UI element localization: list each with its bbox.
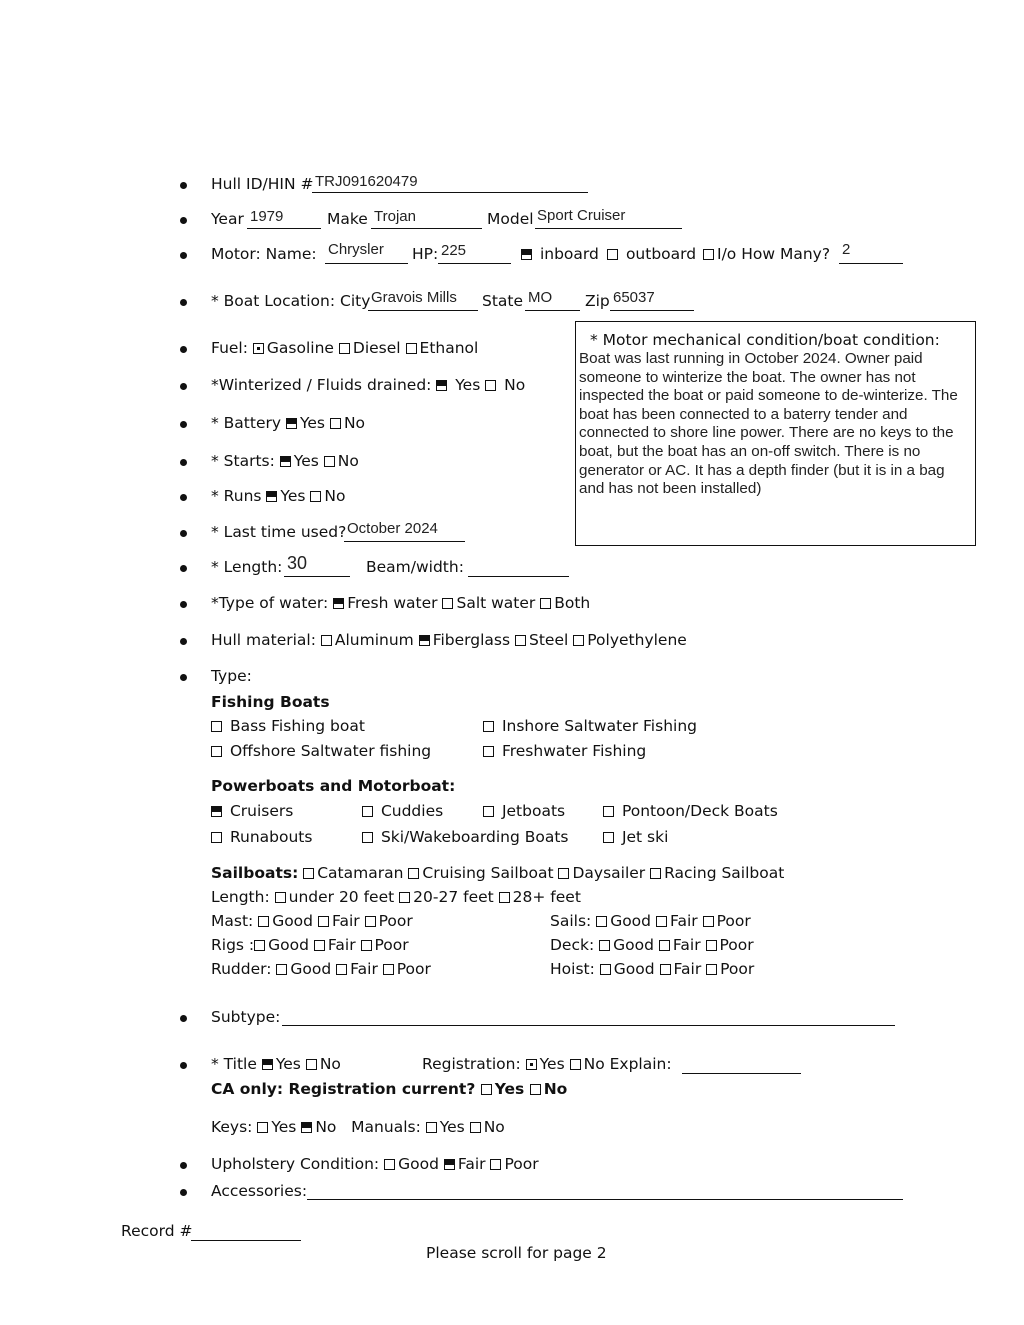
fiberglass-checkbox[interactable] — [419, 635, 430, 646]
battery-yes-label: Yes — [299, 414, 326, 432]
keys-yes-label: Yes — [271, 1118, 297, 1136]
registration-yes-checkbox[interactable] — [526, 1059, 537, 1070]
hoist-good-label: Good — [613, 960, 655, 978]
deck-fair-checkbox[interactable] — [659, 940, 670, 951]
hull-material-label: Hull material: — [211, 631, 316, 649]
hp-line — [438, 263, 511, 264]
rudder-row — [211, 960, 431, 978]
bullet — [180, 459, 187, 466]
sailboats-row — [211, 864, 784, 882]
bullet — [180, 674, 187, 681]
len-28plus-label: 28+ feet — [512, 888, 581, 906]
rudder-poor-label: Poor — [396, 960, 431, 978]
title-label: * Title — [211, 1055, 257, 1073]
explain-line[interactable] — [682, 1073, 801, 1074]
bullet — [180, 1015, 187, 1022]
aluminum-label: Aluminum — [334, 631, 414, 649]
deck-poor-checkbox[interactable] — [706, 940, 717, 951]
len-under20-checkbox[interactable] — [275, 892, 286, 903]
runs-no-label: No — [324, 487, 346, 505]
bullet — [180, 346, 187, 353]
diesel-label: Diesel — [352, 339, 401, 357]
racing-label: Racing Sailboat — [664, 864, 785, 882]
runabouts-checkbox[interactable] — [211, 832, 222, 843]
upholstery-good-label: Good — [398, 1155, 439, 1173]
bullet — [180, 530, 187, 537]
bullet — [180, 1189, 187, 1196]
pontoon-option[interactable] — [603, 802, 778, 820]
fresh-water-checkbox[interactable] — [333, 598, 344, 609]
ca-label: CA only: Registration current? — [211, 1080, 476, 1098]
manuals-yes-label: Yes — [439, 1118, 465, 1136]
runs-label: * Runs — [211, 487, 262, 505]
rigs-poor-checkbox[interactable] — [361, 940, 372, 951]
starts-row — [211, 452, 359, 470]
cruisers-checkbox[interactable] — [211, 806, 222, 817]
cuddies-option[interactable] — [362, 802, 443, 820]
record-label: Record # — [121, 1222, 193, 1240]
hoist-fair-label: Fair — [673, 960, 702, 978]
title-yes-label: Yes — [275, 1055, 301, 1073]
aluminum-checkbox[interactable] — [321, 635, 332, 646]
offshore-checkbox[interactable] — [211, 746, 222, 757]
keys-no-label: No — [315, 1118, 337, 1136]
inboard-checkbox[interactable] — [521, 249, 532, 260]
hull-id-label: Hull ID/HIN # — [211, 175, 314, 193]
winterized-row — [211, 376, 525, 394]
mast-good-label: Good — [272, 912, 314, 930]
registration-label: Registration: — [422, 1055, 521, 1073]
last-used-value[interactable]: October 2024 — [347, 520, 438, 537]
model-line — [535, 228, 682, 229]
bullet — [180, 601, 187, 608]
winterized-yes-checkbox[interactable] — [436, 380, 447, 391]
inshore-option[interactable] — [483, 717, 697, 735]
winterized-yes-label: Yes — [455, 376, 481, 394]
subtype-label: Subtype: — [211, 1008, 281, 1026]
bullet — [180, 565, 187, 572]
salt-water-checkbox[interactable] — [442, 598, 453, 609]
zip-line — [610, 310, 694, 311]
daysailer-checkbox[interactable] — [558, 868, 569, 879]
inshore-checkbox[interactable] — [483, 721, 494, 732]
bullet — [180, 1162, 187, 1169]
sails-fair-checkbox[interactable] — [656, 916, 667, 927]
starts-label: * Starts: — [211, 452, 275, 470]
title-no-label: No — [319, 1055, 341, 1073]
length-label: * Length: — [211, 558, 283, 576]
pontoon-label: Pontoon/Deck Boats — [621, 802, 778, 820]
battery-row — [211, 414, 365, 432]
runabouts-option[interactable] — [211, 828, 312, 846]
len-20-27-checkbox[interactable] — [399, 892, 410, 903]
both-water-checkbox[interactable] — [540, 598, 551, 609]
upholstery-fair-checkbox[interactable] — [444, 1159, 455, 1170]
bass-checkbox[interactable] — [211, 721, 222, 732]
battery-no-label: No — [343, 414, 366, 432]
cruisers-label: Cruisers — [229, 802, 294, 820]
keys-yes-checkbox[interactable] — [257, 1122, 268, 1133]
ca-yes-checkbox[interactable] — [481, 1084, 492, 1095]
hull-id-value[interactable]: TRJ091620479 — [315, 173, 418, 190]
steel-checkbox[interactable] — [515, 635, 526, 646]
jetboats-option[interactable] — [483, 802, 565, 820]
diesel-checkbox[interactable] — [339, 343, 350, 354]
sails-fair-label: Fair — [669, 912, 698, 930]
rigs-good-label: Good — [268, 936, 309, 954]
mast-poor-label: Poor — [378, 912, 413, 930]
year-label: Year — [211, 210, 244, 228]
state-label: State — [482, 292, 524, 310]
cruising-label: Cruising Sailboat — [422, 864, 554, 882]
registration-no-explain-label: No Explain: — [583, 1055, 672, 1073]
fishing-heading: Fishing Boats — [211, 693, 330, 711]
io-label: I/o How Many? — [717, 245, 831, 263]
how-many-value[interactable]: 2 — [842, 241, 851, 258]
hoist-fair-checkbox[interactable] — [660, 964, 671, 975]
rudder-fair-label: Fair — [350, 960, 378, 978]
model-label: Model — [487, 210, 534, 228]
rudder-good-label: Good — [290, 960, 332, 978]
bullet — [180, 421, 187, 428]
ethanol-label: Ethanol — [419, 339, 479, 357]
ca-no-label: No — [543, 1080, 568, 1098]
manuals-no-label: No — [483, 1118, 505, 1136]
hp-value[interactable]: 225 — [441, 242, 467, 259]
upholstery-fair-label: Fair — [457, 1155, 486, 1173]
jetboats-checkbox[interactable] — [483, 806, 494, 817]
how-many-line — [839, 263, 903, 264]
bullet — [180, 299, 187, 306]
motor-name-line — [325, 263, 408, 264]
sail-length-row — [211, 888, 581, 906]
water-label: *Type of water: — [211, 594, 329, 612]
rudder-fair-checkbox[interactable] — [336, 964, 347, 975]
freshwater-label: Freshwater Fishing — [501, 742, 647, 760]
location-city-value[interactable]: Gravois Mills — [371, 289, 457, 306]
battery-yes-checkbox[interactable] — [286, 418, 297, 429]
runs-yes-label: Yes — [280, 487, 306, 505]
runs-no-checkbox[interactable] — [310, 491, 321, 502]
salt-water-label: Salt water — [456, 594, 536, 612]
bullet — [180, 638, 187, 645]
sail-heading: Sailboats: — [211, 864, 299, 882]
type-label: Type: — [211, 667, 252, 685]
bullet — [180, 494, 187, 501]
manuals-no-checkbox[interactable] — [470, 1122, 481, 1133]
length-value[interactable]: 30 — [287, 553, 308, 573]
cuddies-checkbox[interactable] — [362, 806, 373, 817]
ski-checkbox[interactable] — [362, 832, 373, 843]
jetski-checkbox[interactable] — [603, 832, 614, 843]
deck-good-label: Good — [613, 936, 654, 954]
sails-good-checkbox[interactable] — [596, 916, 607, 927]
io-option[interactable] — [703, 245, 830, 263]
beam-line — [468, 576, 569, 577]
subtype-line[interactable] — [282, 1025, 895, 1026]
cuddies-label: Cuddies — [380, 802, 444, 820]
rigs-label: Rigs : — [211, 936, 255, 954]
registration-row — [422, 1055, 672, 1073]
ski-label: Ski/Wakeboarding Boats — [380, 828, 569, 846]
upholstery-good-checkbox[interactable] — [384, 1159, 395, 1170]
pontoon-checkbox[interactable] — [603, 806, 614, 817]
zip-value[interactable]: 65037 — [613, 289, 655, 306]
catamaran-checkbox[interactable] — [303, 868, 314, 879]
starts-yes-label: Yes — [293, 452, 319, 470]
starts-no-checkbox[interactable] — [324, 456, 335, 467]
bullet — [180, 1062, 187, 1069]
sails-good-label: Good — [610, 912, 652, 930]
rigs-poor-label: Poor — [374, 936, 409, 954]
upholstery-poor-label: Poor — [504, 1155, 539, 1173]
state-line — [525, 310, 580, 311]
bullet — [180, 252, 187, 259]
jetski-label: Jet ski — [621, 828, 669, 846]
outboard-label: outboard — [625, 245, 697, 263]
freshwater-checkbox[interactable] — [483, 746, 494, 757]
length-line — [284, 576, 350, 577]
footer-note: Please scroll for page 2 — [426, 1244, 607, 1262]
ca-row — [211, 1080, 567, 1098]
len-under20-label: under 20 feet — [288, 888, 395, 906]
len-28plus-checkbox[interactable] — [499, 892, 510, 903]
cruising-checkbox[interactable] — [408, 868, 419, 879]
ethanol-checkbox[interactable] — [406, 343, 417, 354]
rudder-poor-checkbox[interactable] — [383, 964, 394, 975]
mast-label: Mast: — [211, 912, 254, 930]
keys-label: Keys: — [211, 1118, 253, 1136]
hoist-good-checkbox[interactable] — [600, 964, 611, 975]
sails-poor-checkbox[interactable] — [703, 916, 714, 927]
bullet — [180, 383, 187, 390]
runs-yes-checkbox[interactable] — [266, 491, 277, 502]
offshore-label: Offshore Saltwater fishing — [229, 742, 432, 760]
mast-fair-checkbox[interactable] — [318, 916, 329, 927]
bullet — [180, 182, 187, 189]
deck-fair-label: Fair — [672, 936, 701, 954]
deck-label: Deck: — [550, 936, 595, 954]
make-line — [371, 228, 482, 229]
rigs-fair-label: Fair — [327, 936, 356, 954]
bass-label: Bass Fishing boat — [229, 717, 365, 735]
registration-no-checkbox[interactable] — [570, 1059, 581, 1070]
polyethylene-label: Polyethylene — [587, 631, 687, 649]
accessories-label: Accessories: — [211, 1182, 308, 1200]
last-used-line — [344, 541, 465, 542]
make-value[interactable]: Trojan — [374, 208, 416, 225]
both-water-label: Both — [554, 594, 591, 612]
upholstery-poor-checkbox[interactable] — [490, 1159, 501, 1170]
title-yes-checkbox[interactable] — [262, 1059, 273, 1070]
last-used-label: * Last time used? — [211, 523, 347, 541]
zip-label: Zip — [585, 292, 610, 310]
hull-id-line — [312, 192, 588, 193]
rigs-fair-checkbox[interactable] — [314, 940, 325, 951]
fresh-water-label: Fresh water — [347, 594, 438, 612]
daysailer-label: Daysailer — [572, 864, 646, 882]
hp-label: HP: — [412, 245, 439, 263]
fuel-label: Fuel: — [211, 339, 248, 357]
city-line — [368, 310, 478, 311]
sails-poor-label: Poor — [716, 912, 751, 930]
motor-name-value[interactable]: Chrysler — [328, 241, 384, 258]
outboard-option[interactable] — [607, 245, 696, 263]
hull-material-row — [211, 631, 687, 649]
motor-name-label: Motor: Name: — [211, 245, 317, 263]
offshore-option[interactable] — [211, 742, 431, 760]
title-no-checkbox[interactable] — [306, 1059, 317, 1070]
gasoline-label: Gasoline — [266, 339, 334, 357]
hoist-label: Hoist: — [550, 960, 595, 978]
battery-no-checkbox[interactable] — [330, 418, 341, 429]
keys-row — [211, 1118, 505, 1136]
polyethylene-checkbox[interactable] — [573, 635, 584, 646]
starts-yes-checkbox[interactable] — [280, 456, 291, 467]
outboard-checkbox[interactable] — [607, 249, 618, 260]
winterized-no-label: No — [504, 376, 526, 394]
gasoline-checkbox[interactable] — [253, 343, 264, 354]
winterized-label: *Winterized / Fluids drained: — [211, 376, 432, 394]
jetboats-label: Jetboats — [501, 802, 566, 820]
hoist-row — [550, 960, 754, 978]
hoist-poor-label: Poor — [720, 960, 755, 978]
ca-no-checkbox[interactable] — [530, 1084, 541, 1095]
rudder-label: Rudder: — [211, 960, 272, 978]
len-20-27-label: 20-27 feet — [413, 888, 494, 906]
year-value[interactable]: 1979 — [250, 208, 284, 225]
inboard-label: inboard — [539, 245, 599, 263]
io-checkbox[interactable] — [703, 249, 714, 260]
fuel-row — [211, 339, 478, 357]
manuals-label: Manuals: — [351, 1118, 421, 1136]
catamaran-label: Catamaran — [317, 864, 404, 882]
power-heading: Powerboats and Motorboat: — [211, 777, 456, 795]
runs-row — [211, 487, 345, 505]
deck-good-checkbox[interactable] — [599, 940, 610, 951]
beam-label: Beam/width: — [366, 558, 464, 576]
rigs-row — [211, 936, 409, 954]
make-label: Make — [327, 210, 368, 228]
steel-label: Steel — [529, 631, 569, 649]
mast-fair-label: Fair — [331, 912, 360, 930]
deck-poor-label: Poor — [719, 936, 754, 954]
ca-yes-label: Yes — [494, 1080, 525, 1098]
upholstery-row — [211, 1155, 539, 1173]
freshwater-option[interactable] — [483, 742, 646, 760]
year-line — [247, 228, 321, 229]
water-row — [211, 594, 590, 612]
sails-label: Sails: — [550, 912, 592, 930]
rudder-good-checkbox[interactable] — [276, 964, 287, 975]
mast-row — [211, 912, 413, 930]
record-line[interactable] — [191, 1240, 301, 1241]
bullet — [180, 217, 187, 224]
fiberglass-label: Fiberglass — [432, 631, 511, 649]
starts-no-label: No — [337, 452, 359, 470]
state-value[interactable]: MO — [528, 289, 553, 306]
sails-row — [550, 912, 751, 930]
manuals-yes-checkbox[interactable] — [426, 1122, 437, 1133]
racing-checkbox[interactable] — [650, 868, 661, 879]
jetski-option[interactable] — [603, 828, 668, 846]
title-row — [211, 1055, 341, 1073]
sail-length-label: Length: — [211, 888, 270, 906]
deck-row — [550, 936, 754, 954]
mast-good-checkbox[interactable] — [258, 916, 269, 927]
battery-label: * Battery — [211, 414, 282, 432]
condition-note-heading: * Motor mechanical condition/boat condition: — [590, 331, 940, 349]
keys-no-checkbox[interactable] — [301, 1122, 312, 1133]
cruisers-option[interactable] — [211, 802, 293, 820]
bass-option[interactable] — [211, 717, 365, 735]
inshore-label: Inshore Saltwater Fishing — [501, 717, 697, 735]
registration-yes-label: Yes — [539, 1055, 565, 1073]
runabouts-label: Runabouts — [229, 828, 313, 846]
condition-note-text[interactable]: Boat was last running in October 2024. Owner paid someone to winterize the boat. The owner has not inspected the boat or paid someone to de-winterize. The boat has been connected to a baterry tender and connected to shore line power. There are no keys to the boat, but the boat has an on-off switch. There is no generator or AC. It has a depth finder (but it is in a bag and has not been installed) — [579, 350, 958, 498]
location-city-label: * Boat Location: City — [211, 292, 371, 310]
inboard-option[interactable] — [521, 245, 599, 263]
model-value[interactable]: Sport Cruiser — [537, 207, 626, 224]
mast-poor-checkbox[interactable] — [365, 916, 376, 927]
ski-option[interactable] — [362, 828, 569, 846]
hoist-poor-checkbox[interactable] — [706, 964, 717, 975]
winterized-no-checkbox[interactable] — [485, 380, 496, 391]
upholstery-label: Upholstery Condition: — [211, 1155, 380, 1173]
rigs-good-checkbox[interactable] — [254, 940, 265, 951]
accessories-line[interactable] — [307, 1199, 903, 1200]
